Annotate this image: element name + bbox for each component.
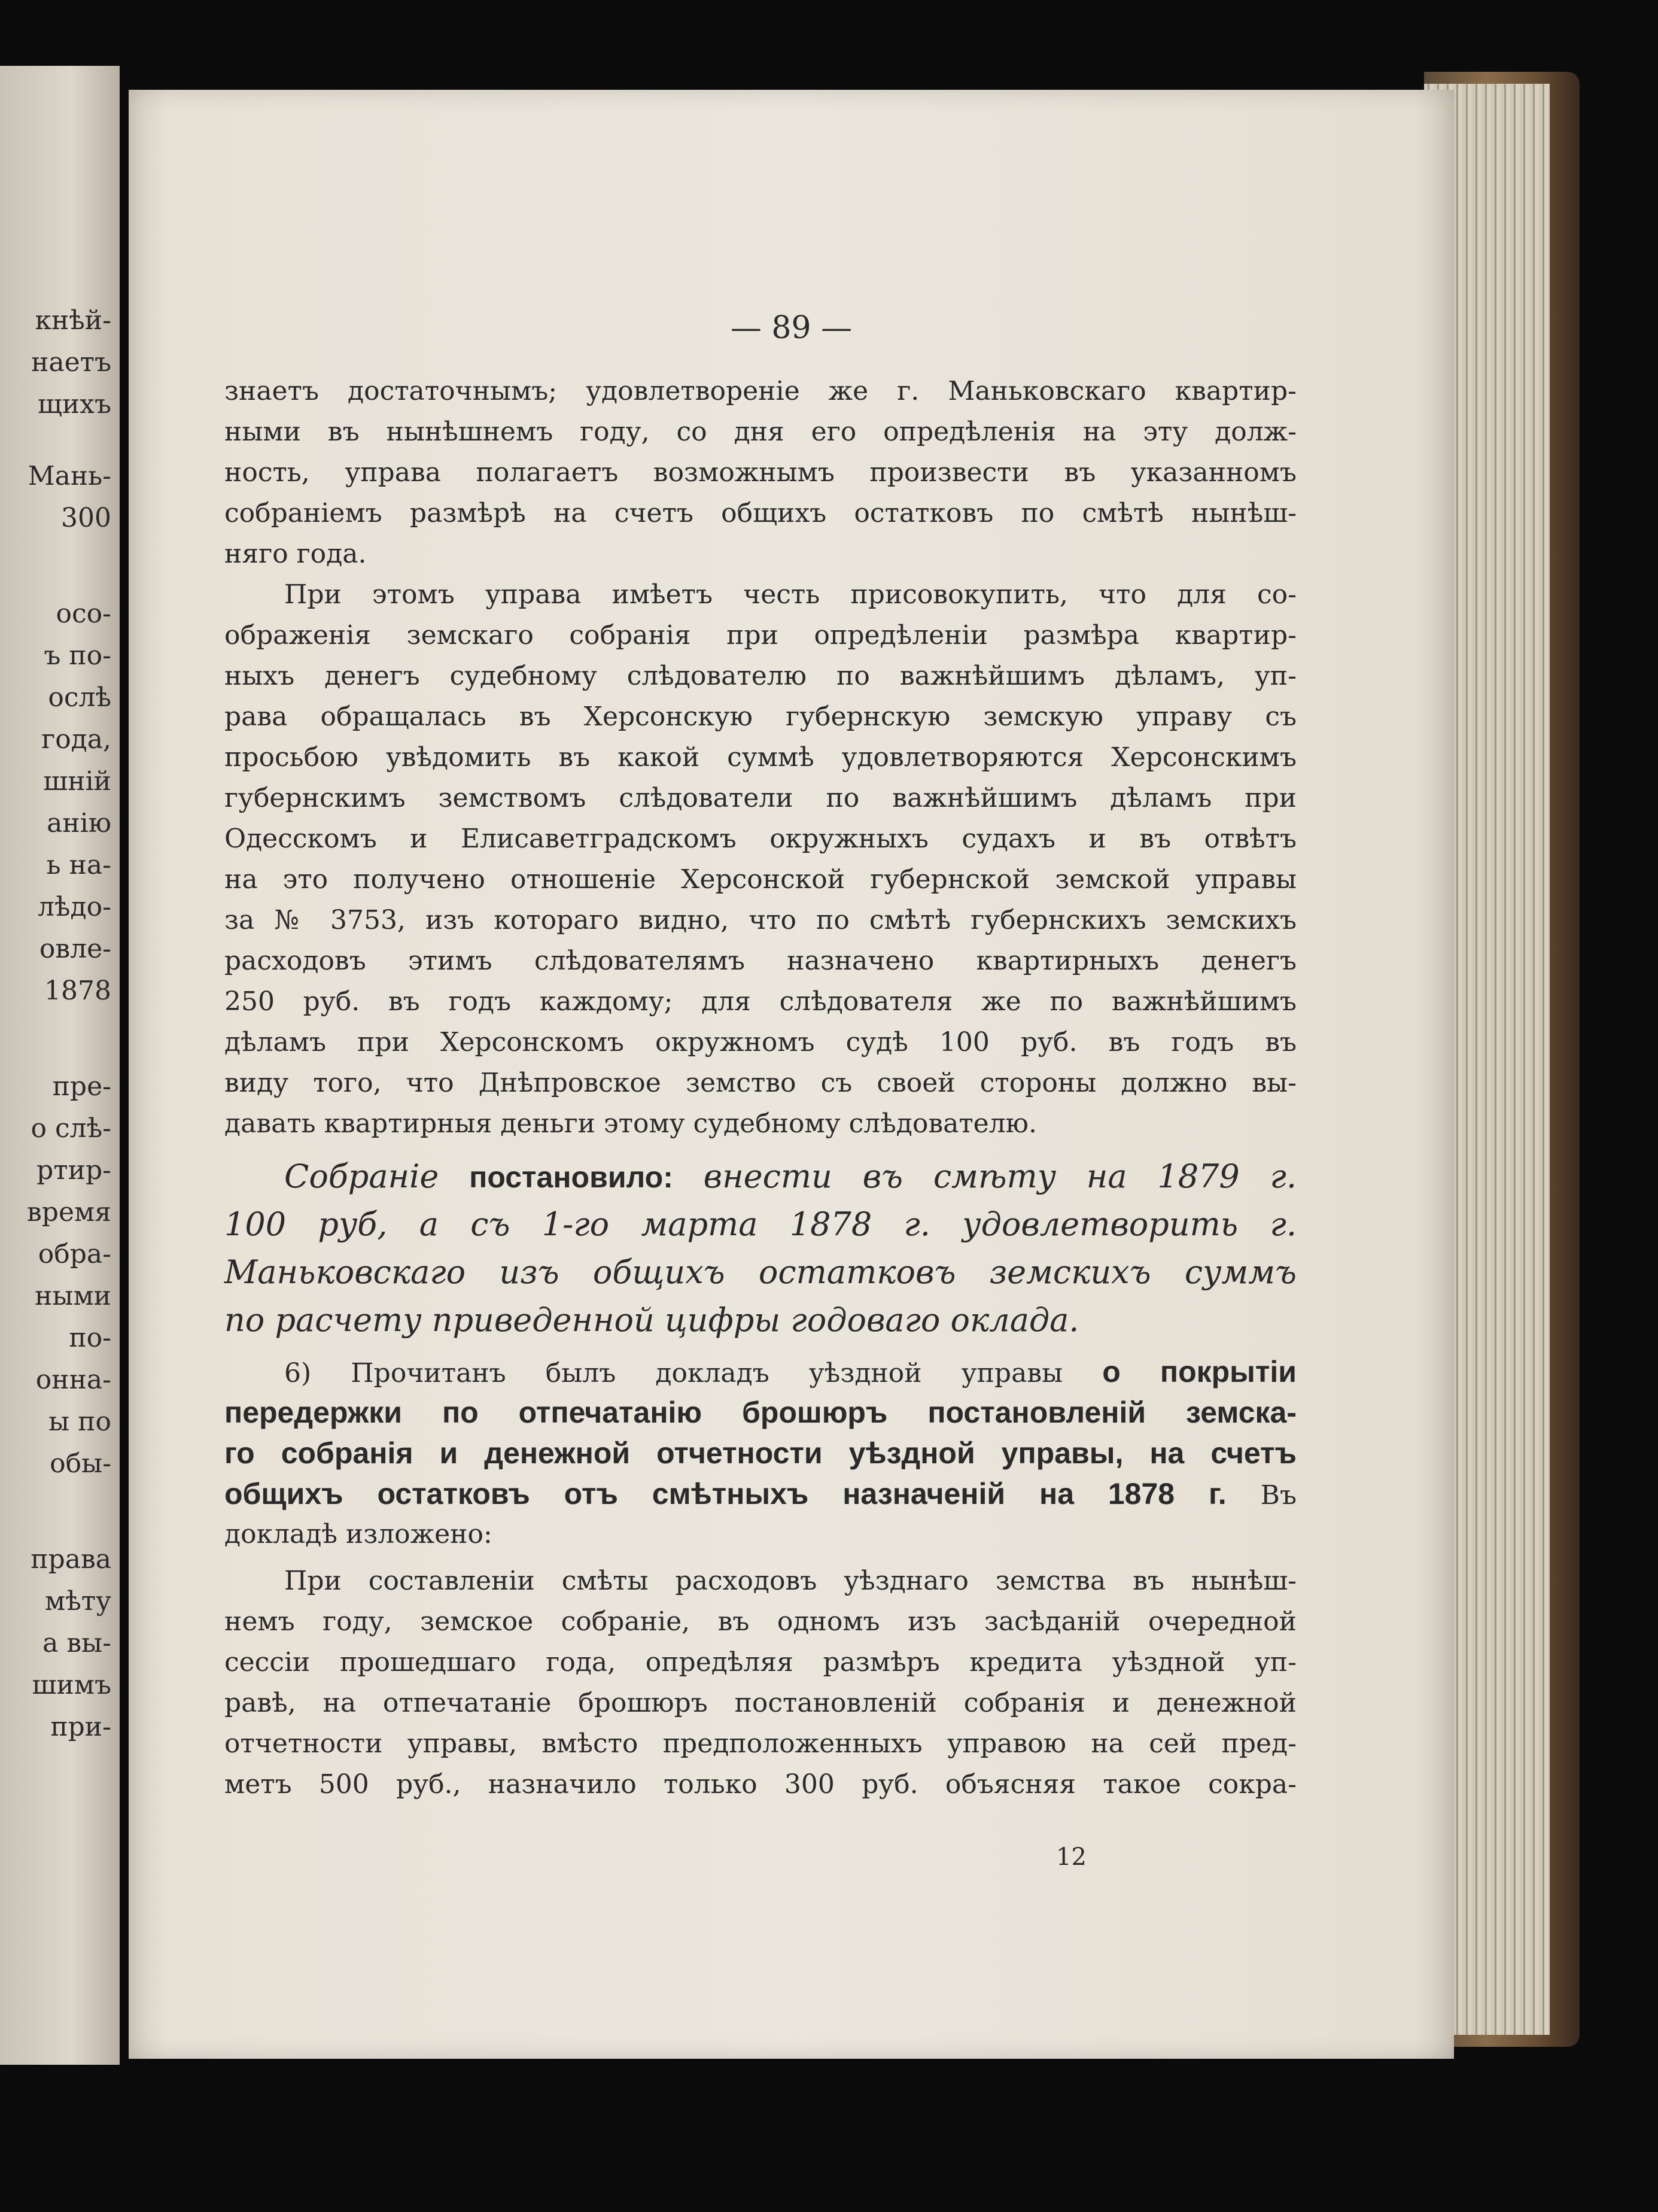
- text-line: Маньковскаго изъ общихъ остатковъ земскихъ суммъ: [224, 1253, 1297, 1291]
- left-page-fragment: шній: [43, 766, 111, 797]
- left-page-fragment: ртир-: [36, 1155, 111, 1186]
- text-line: по расчету приведенной цифры годоваго оклада.: [224, 1301, 1079, 1339]
- left-page-fragment: наетъ: [31, 347, 111, 378]
- text-line: губернскимъ земствомъ слѣдователи по важнѣйшимъ дѣламъ при: [224, 783, 1297, 813]
- text-line: 100 руб, а съ 1-го марта 1878 г. удовлетворить г.: [224, 1205, 1297, 1243]
- left-page-fragment: осо-: [56, 598, 111, 629]
- text-line: собраніемъ размѣрѣ на счетъ общихъ остатковъ по смѣтѣ нынѣш-: [224, 498, 1297, 528]
- left-page-fragment: 300: [61, 503, 111, 533]
- left-page-fragment: кнѣй-: [35, 305, 111, 336]
- item-6-title: о покрытіи: [1102, 1355, 1297, 1388]
- left-page-fragment: пре-: [52, 1071, 111, 1102]
- text-line: просьбою увѣдомить въ какой суммѣ удовлетворяются Херсонскимъ: [224, 742, 1297, 773]
- left-page-fragment: ослѣ: [48, 682, 111, 713]
- text-line: При этомъ управа имѣетъ честь присовокупить, что для со-: [284, 579, 1297, 610]
- text-line: Одесскомъ и Елисаветградскомъ окружныхъ судахъ и въ отвѣтъ: [224, 824, 1297, 854]
- text-line: 250 руб. въ годъ каждому; для слѣдователя же по важнѣйшимъ: [224, 986, 1297, 1017]
- resolution: [224, 1153, 1297, 1344]
- left-page-fragment: Мань-: [28, 461, 111, 491]
- left-page-fragment: ы по: [48, 1406, 111, 1437]
- left-page-fragment: года,: [41, 724, 111, 755]
- item-6-title-end: общихъ остатковъ отъ смѣтныхъ назначеній на 1878 г.: [224, 1477, 1227, 1511]
- paragraph-2: [224, 575, 1297, 1144]
- left-page-fragment: ъ по-: [44, 640, 111, 671]
- left-page-fragment: а вы-: [42, 1628, 111, 1658]
- paragraph-1: [224, 371, 1297, 575]
- page-text: [224, 371, 1297, 1805]
- text-line: докладѣ изложено:: [224, 1519, 492, 1549]
- left-page-fragment: по-: [69, 1323, 111, 1353]
- text-line: ображенія земскаго собранія при опредѣленіи размѣра квартир-: [224, 620, 1297, 651]
- text-line: на это получено отношеніе Херсонской губернской земской управы: [224, 864, 1297, 895]
- left-page-fragment: ными: [35, 1281, 111, 1311]
- item-6-continue: Въ: [1260, 1480, 1297, 1511]
- left-page-fragment: обы-: [50, 1448, 111, 1479]
- signature-mark: 12: [1056, 1843, 1087, 1871]
- page-number: — 89 —: [730, 310, 853, 346]
- left-page-fragment: ь на-: [46, 850, 111, 880]
- left-page: [0, 66, 120, 2065]
- text-line: за № 3753, изъ котораго видно, что по смѣтѣ губернскихъ земскихъ: [224, 905, 1297, 935]
- left-page-fragment: при-: [50, 1712, 111, 1742]
- resolution-start: Собраніе: [284, 1157, 439, 1195]
- resolution-bold: постановило:: [469, 1160, 673, 1194]
- resolution-rest: внести въ смѣту на 1879 г.: [703, 1157, 1297, 1195]
- text-line: сессіи прошедшаго года, опредѣляя размѣръ кредита уѣздной уп-: [224, 1647, 1297, 1678]
- left-page-fragment: овле-: [39, 934, 111, 964]
- text-line: передержки по отпечатанію брошюръ постановленій земска-: [224, 1396, 1297, 1429]
- left-page-fragment: права: [31, 1544, 111, 1575]
- right-page: [129, 90, 1454, 2059]
- left-page-fragment: 1878: [44, 976, 111, 1006]
- left-page-fragment: о слѣ-: [31, 1113, 111, 1144]
- item-6-intro: 6) Прочитанъ былъ докладъ уѣздной управы: [284, 1358, 1063, 1388]
- left-page-fragment: анію: [47, 808, 111, 838]
- text-line: [224, 1351, 1297, 1392]
- text-line: равѣ, на отпечатаніе брошюръ постановленій собранія и денежной: [224, 1688, 1297, 1718]
- left-page-fragment: обра-: [38, 1239, 111, 1269]
- text-line: го собранія и денежной отчетности уѣздной управы, на счетъ: [224, 1436, 1297, 1470]
- text-line: виду того, что Днѣпровское земство съ своей стороны должно вы-: [224, 1068, 1297, 1098]
- text-line: отчетности управы, вмѣсто предположенныхъ управою на сей пред-: [224, 1728, 1297, 1759]
- text-line: ныхъ денегъ судебному слѣдователю по важнѣйшимъ дѣламъ, уп-: [224, 661, 1297, 691]
- text-line: При составленіи смѣты расходовъ уѣзднаго земства въ нынѣш-: [284, 1566, 1297, 1596]
- left-page-fragment: лѣдо-: [38, 892, 111, 922]
- text-line: [224, 1153, 1297, 1201]
- text-line: [224, 1473, 1297, 1514]
- text-line: знаетъ достаточнымъ; удовлетвореніе же г. Маньковскаго квартир-: [224, 376, 1297, 406]
- item-6: [224, 1351, 1297, 1555]
- text-line: ность, управа полагаетъ возможнымъ произвести въ указанномъ: [224, 457, 1297, 488]
- left-page-fragment: время: [27, 1197, 111, 1227]
- text-line: няго года.: [224, 539, 367, 569]
- left-page-fragment: мѣту: [45, 1586, 111, 1617]
- text-line: метъ 500 руб., назначило только 300 руб. объясняя такое сокра-: [224, 1769, 1297, 1800]
- text-line: ными въ нынѣшнемъ году, со дня его опредѣленія на эту долж-: [224, 417, 1297, 447]
- text-line: немъ году, земское собраніе, въ одномъ изъ засѣданій очередной: [224, 1606, 1297, 1637]
- text-line: дѣламъ при Херсонскомъ окружномъ судѣ 100 руб. въ годъ въ: [224, 1027, 1297, 1058]
- paragraph-3: [224, 1561, 1297, 1805]
- text-line: давать квартирныя деньги этому судебному слѣдователю.: [224, 1108, 1037, 1139]
- left-page-fragment: шимъ: [32, 1670, 111, 1700]
- left-page-fragment: щихъ: [37, 389, 111, 420]
- left-page-fragment: онна-: [35, 1365, 111, 1395]
- text-line: расходовъ этимъ слѣдователямъ назначено квартирныхъ денегъ: [224, 946, 1297, 976]
- text-line: рава обращалась въ Херсонскую губернскую земскую управу съ: [224, 701, 1297, 732]
